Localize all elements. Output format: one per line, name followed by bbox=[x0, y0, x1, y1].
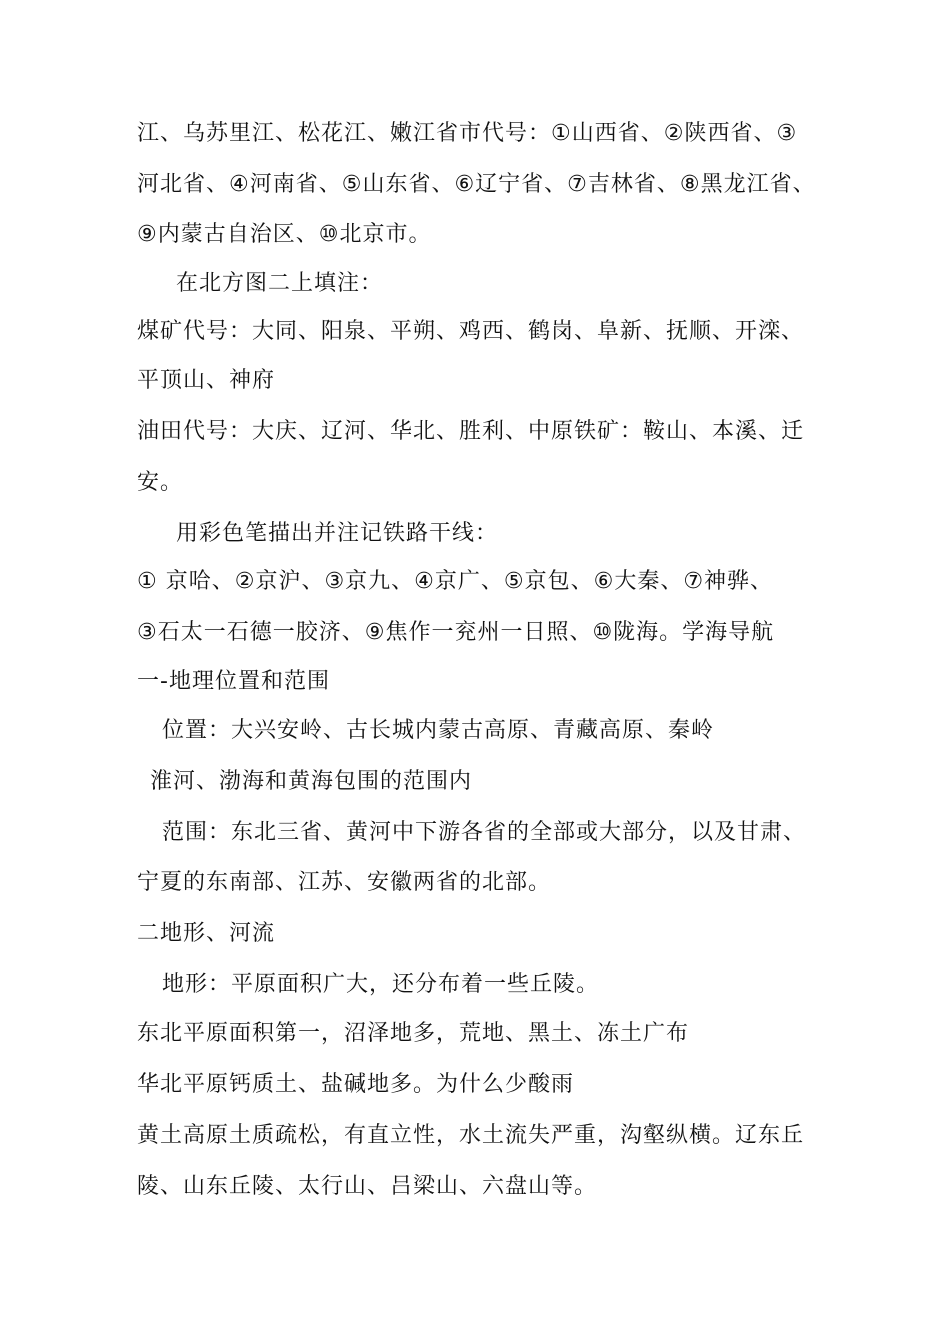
text-line-18: 地形：平原面积广大，还分布着一些丘陵。 bbox=[162, 972, 600, 997]
text-line-13: 位置：大兴安岭、古长城内蒙古高原、青藏高原、秦岭 bbox=[162, 718, 715, 743]
text-line-22: 陵、山东丘陵、太行山、吕梁山、六盘山等。 bbox=[137, 1174, 598, 1199]
text-line-1: 江、乌苏里江、松花江、嫩江省市代号：①山西省、②陕西省、③ bbox=[137, 121, 798, 146]
text-line-16: 宁夏的东南部、江苏、安徽两省的北部。 bbox=[137, 870, 552, 895]
text-line-17: 二地形、河流 bbox=[137, 921, 276, 946]
text-line-9: 用彩色笔描出并注记铁路干线： bbox=[176, 521, 499, 546]
text-line-12: 一-地理位置和范围 bbox=[137, 669, 330, 694]
text-line-5: 煤矿代号：大同、阳泉、平朔、鸡西、鹤岗、阜新、抚顺、开滦、 bbox=[137, 319, 805, 344]
text-line-15: 范围：东北三省、黄河中下游各省的全部或大部分，以及甘肃、 bbox=[162, 820, 807, 845]
text-line-14: 淮河、渤海和黄海包围的范围内 bbox=[150, 769, 473, 794]
text-line-4: 在北方图二上填注： bbox=[176, 271, 384, 296]
text-line-19: 东北平原面积第一，沼泽地多，荒地、黑土、冻土广布 bbox=[137, 1021, 690, 1046]
text-line-20: 华北平原钙质土、盐碱地多。为什么少酸雨 bbox=[137, 1072, 575, 1097]
text-line-7: 油田代号：大庆、辽河、华北、胜利、中原铁矿：鞍山、本溪、迁 bbox=[137, 419, 805, 444]
text-line-3: ⑨内蒙古自治区、⑩北京市。 bbox=[137, 222, 432, 247]
text-line-21: 黄土高原土质疏松，有直立性，水土流失严重，沟壑纵横。辽东丘 bbox=[137, 1123, 805, 1148]
text-line-6: 平顶山、神府 bbox=[137, 368, 276, 393]
text-line-2: 河北省、④河南省、⑤山东省、⑥辽宁省、⑦吉林省、⑧黑龙江省、 bbox=[137, 172, 816, 197]
text-line-8: 安。 bbox=[137, 470, 184, 495]
text-line-10: ① 京哈、②京沪、③京九、④京广、⑤京包、⑥大秦、⑦神骅、 bbox=[137, 569, 774, 594]
text-line-11: ③石太一石德一胶济、⑨焦作一兖州一日照、⑩陇海。学海导航 bbox=[137, 620, 775, 645]
